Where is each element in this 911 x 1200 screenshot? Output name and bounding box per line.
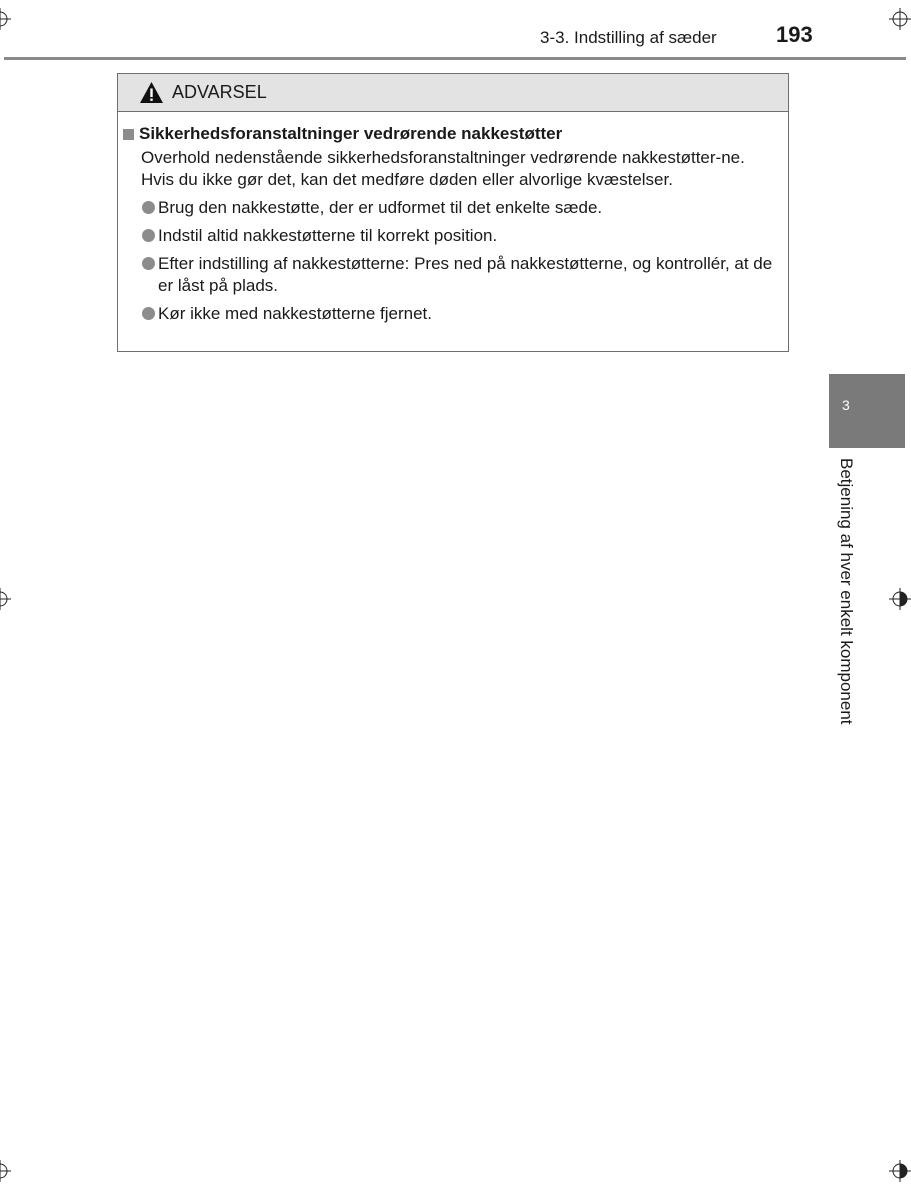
crop-mark-top-left-icon [0, 8, 11, 30]
crop-mark-middle-left-icon [0, 588, 11, 610]
warning-triangle-icon [139, 81, 164, 104]
warning-header [118, 74, 788, 112]
warning-intro: Overhold nedenstående sikkerhedsforanstaltninger vedrørende nakkestøtter-ne. Hvis du ikke gør det, kan det medføre døden eller alvorlige kvæstelser. [141, 148, 745, 189]
bullet-dot-icon [142, 307, 155, 320]
list-item-text: Kør ikke med nakkestøtterne fjernet. [158, 304, 432, 323]
list-item [142, 303, 782, 325]
page-number: 193 [776, 22, 813, 47]
crop-mark-bottom-right-icon [889, 1160, 911, 1182]
section-title: 3-3. Indstilling af sæder [540, 28, 717, 47]
chapter-number: 3 [842, 397, 850, 413]
bullet-dot-icon [142, 257, 155, 270]
chapter-tab [829, 374, 905, 448]
warning-title: ADVARSEL [172, 82, 267, 102]
header-divider [4, 57, 906, 60]
warning-heading [123, 123, 782, 145]
crop-mark-top-right-icon [889, 8, 911, 30]
list-item [142, 225, 782, 247]
crop-mark-middle-right-icon [889, 588, 911, 610]
list-item [142, 197, 782, 219]
square-bullet-icon [123, 129, 134, 140]
bullet-dot-icon [142, 201, 155, 214]
bullet-dot-icon [142, 229, 155, 242]
list-item-text: Indstil altid nakkestøtterne til korrekt position. [158, 226, 498, 245]
list-item-text: Brug den nakkestøtte, der er udformet til det enkelte sæde. [158, 198, 603, 217]
crop-mark-bottom-left-icon [0, 1160, 11, 1182]
list-item [142, 253, 782, 297]
list-item-text: Efter indstilling af nakkestøtterne: Pres ned på nakkestøtterne, og kontrollér, at de er låst på plads. [158, 254, 773, 295]
chapter-label: Betjening af hver enkelt komponent [837, 458, 856, 725]
warning-body [118, 112, 788, 325]
warning-heading-text: Sikkerhedsforanstaltninger vedrørende nakkestøtter [139, 124, 563, 143]
warning-box [117, 73, 789, 352]
